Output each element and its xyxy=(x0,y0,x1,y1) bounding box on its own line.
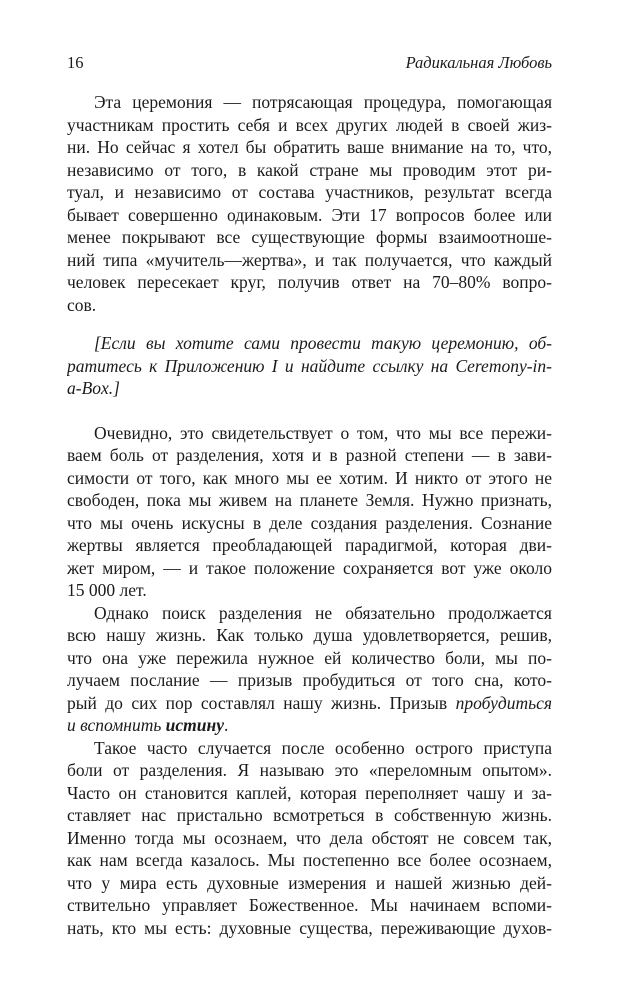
text-line xyxy=(67,557,552,580)
text-run: ратитесь к Приложению I и найдите ссылку на Ceremony-in- xyxy=(67,355,552,376)
text-line xyxy=(67,512,552,535)
text-run: туал, и независимо от состава участников, результат всегда xyxy=(67,182,552,202)
text-line xyxy=(67,714,552,737)
text-line xyxy=(67,489,552,512)
text-line xyxy=(67,827,552,850)
paragraph-turning-point xyxy=(67,737,552,940)
page-number: 16 xyxy=(67,53,84,72)
text-run: менее покрывают все существующие формы взаимоотноше- xyxy=(67,227,552,247)
text-line xyxy=(67,534,552,557)
page-body xyxy=(67,91,552,939)
text-line xyxy=(67,181,552,204)
text-run: участникам простить себя и всех других людей в своей жиз- xyxy=(67,114,552,135)
text-run: бывает совершенно одинаковым. Эти 17 вопросов более или xyxy=(67,204,552,225)
text-line xyxy=(67,849,552,872)
text-run: человек пересекает круг, получив ответ на 70–80% вопро- xyxy=(67,272,552,292)
text-line xyxy=(67,692,552,715)
text-run: ваем боль от разделения, хотя и в разной степени — в зави- xyxy=(67,445,552,465)
text-run: лучаем послание — призыв пробудиться от того сна, кото- xyxy=(67,670,552,690)
text-line xyxy=(67,782,552,805)
text-run: жет миром, — и такое положение сохраняется вот уже около xyxy=(67,557,552,578)
text-run: 15 000 лет. xyxy=(67,580,147,600)
text-run: Однако поиск разделения не обязательно продолжается xyxy=(94,602,552,623)
text-line xyxy=(67,579,552,602)
text-run: симости от того, как много мы ее хотим. И никто от этого не xyxy=(67,467,552,488)
text-run: Именно тогда мы осознаем, что дела обстоят не совсем так, xyxy=(67,827,552,848)
text-run: Часто он становится каплей, которая переполняет чашу и за- xyxy=(67,782,552,803)
text-run: ний типа «мучитель—жертва», и так получается, что каждый xyxy=(67,249,552,270)
text-line xyxy=(67,159,552,182)
text-line xyxy=(67,624,552,647)
text-run: рый до сих пор составлял нашу жизнь. Призыв xyxy=(67,692,456,713)
text-line xyxy=(67,669,552,692)
text-run: ставляет нас пристально всмотреться в собственную жизнь. xyxy=(67,805,552,825)
text-line xyxy=(67,737,552,760)
text-line xyxy=(67,136,552,159)
text-line xyxy=(67,422,552,445)
text-line xyxy=(67,444,552,467)
text-run: всю нашу жизнь. Как только душа удовлетворяется, решив, xyxy=(67,625,552,645)
book-title: Радикальная Любовь xyxy=(405,53,552,72)
text-line xyxy=(67,377,552,400)
running-header xyxy=(67,52,552,74)
text-line xyxy=(67,647,552,670)
text-line xyxy=(67,226,552,249)
text-run: сов. xyxy=(67,294,97,315)
text-run: что у мира есть духовные измерения и нашей жизнью дей- xyxy=(67,872,552,893)
text-run: a-Box.] xyxy=(67,378,120,398)
text-run: ни. Но сейчас я хотел бы обратить ваше внимание на то, что, xyxy=(67,137,552,157)
text-line xyxy=(67,804,552,827)
text-line xyxy=(67,894,552,917)
paragraph-separation-pain xyxy=(67,422,552,602)
text-line xyxy=(67,467,552,490)
paragraph-awakening-call xyxy=(67,602,552,737)
text-line xyxy=(67,294,552,317)
text-line xyxy=(67,917,552,940)
text-run: . xyxy=(224,715,229,735)
text-run: истину xyxy=(165,715,224,735)
text-run: что мы очень искусны в деле создания разделения. Сознание xyxy=(67,512,552,533)
text-run: Такое часто случается после особенно острого приступа xyxy=(94,737,552,758)
text-run: и вспомнить xyxy=(67,715,166,735)
text-line xyxy=(67,114,552,137)
text-line xyxy=(67,602,552,625)
text-line xyxy=(67,759,552,782)
text-run: пробудиться xyxy=(455,692,552,713)
paragraph-note xyxy=(67,332,552,400)
text-run: Эта церемония — потрясающая процедура, помогающая xyxy=(94,92,552,112)
text-run: как нам всегда казалось. Мы постепенно все более осознаем, xyxy=(67,850,552,870)
text-run: Очевидно, это свидетельствует о том, что мы все пережи- xyxy=(94,422,552,443)
text-line xyxy=(67,332,552,355)
text-run: боли от разделения. Я называю это «переломным опытом». xyxy=(67,760,552,780)
text-line xyxy=(67,249,552,272)
text-run: ствительно управляет Божественное. Мы начинаем вспоми- xyxy=(67,895,552,915)
text-run: жертвы является преобладающей парадигмой, которая дви- xyxy=(67,535,552,555)
text-run: что она уже пережила нужное ей количество боли, мы по- xyxy=(67,647,552,668)
paragraph-ceremony xyxy=(67,91,552,316)
text-run: независимо от того, в какой стране мы проводим этот ри- xyxy=(67,159,552,180)
text-line xyxy=(67,872,552,895)
text-line xyxy=(67,204,552,227)
text-line xyxy=(67,355,552,378)
text-line xyxy=(67,91,552,114)
text-run: нать, кто мы есть: духовные существа, переживающие духов- xyxy=(67,917,552,938)
text-run: свободен, пока мы живем на планете Земля. Нужно признать, xyxy=(67,490,552,510)
text-line xyxy=(67,271,552,294)
text-run: [Если вы хотите сами провести такую церемонию, об- xyxy=(94,333,552,353)
